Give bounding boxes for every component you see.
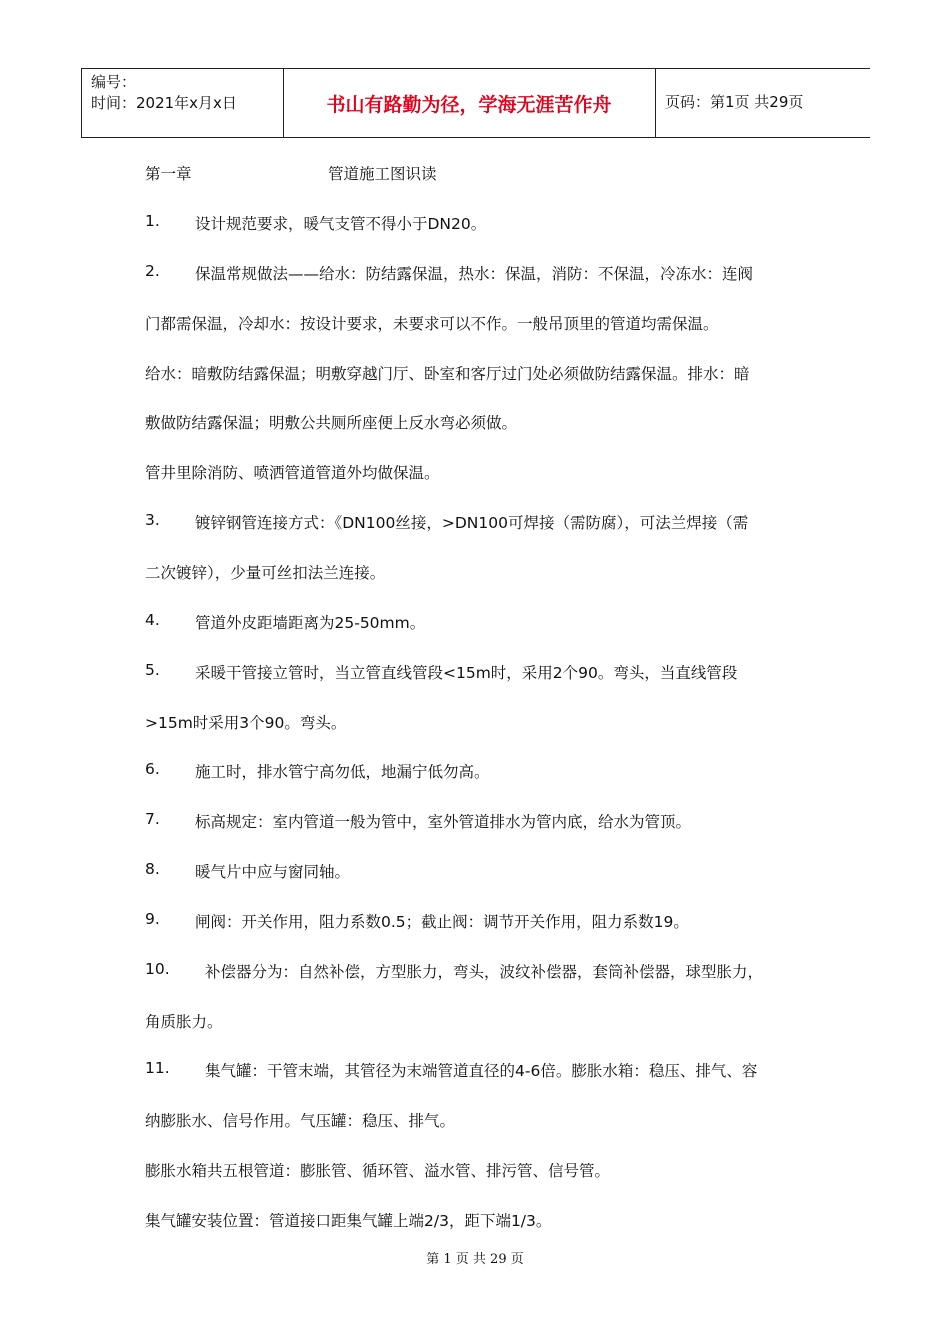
text-line [145,362,750,384]
item-number: 7. [145,810,160,828]
item-text: 采暖干管接立管时，当立管直线管段<15m时，采用2个90。弯头，当直线管段 [195,664,738,682]
item-text: 设计规范要求，暖气支管不得小于DN20。 [195,215,487,233]
item-text: 二次镀锌），少量可丝扣法兰连接。 [145,564,386,582]
item-text: 集气罐：干管末端，其管径为末端管道直径的4-6倍。膨胀水箱：稳压、排气、容 [205,1062,758,1080]
header-divider-2 [655,69,656,137]
text-line [145,312,719,334]
item-number: 6. [145,760,160,778]
header-page-info: 页码：第1页 共29页 [665,93,804,111]
text-line [145,461,440,483]
text-line [145,1010,223,1032]
text-line [145,711,346,733]
item-number: 11. [145,1059,170,1077]
text-line [145,411,517,433]
item-text: 保温常规做法——给水：防结露保温，热水：保温，消防：不保温，冷冻水：连阀 [195,265,754,283]
document-date: 时间：2021年x月x日 [91,94,237,112]
text-line [145,1159,610,1181]
item-text: 管井里除消防、喷洒管道管道外均做保温。 [145,464,440,482]
item-text: 门都需保温，冷却水：按设计要求，未要求可以不作。一般吊顶里的管道均需保温。 [145,315,719,333]
item-number: 8. [145,860,160,878]
text-line [145,1109,455,1131]
text-line [145,1209,551,1231]
header-motto: 书山有路勤为径，学海无涯苦作舟 [326,93,612,116]
item-text: 暖气片中应与窗同轴。 [195,863,351,881]
item-text: 角质胀力。 [145,1013,223,1031]
item-number: 2. [145,262,160,280]
item-text: 纳膨胀水、信号作用。气压罐：稳压、排气。 [145,1112,456,1130]
document-number-label: 编号： [91,73,137,91]
item-text: >15m时采用3个90。弯头。 [145,714,347,732]
item-text: 管道外皮距墙距离为25-50mm。 [195,614,426,632]
chapter-label: 第一章 [145,165,192,183]
text-line [145,561,385,583]
chapter-title: 管道施工图识读 [328,165,437,183]
header-border-left [81,69,82,137]
item-text: 闸阀：开关作用，阻力系数0.5；截止阀：调节开关作用，阻力系数19。 [195,913,689,931]
item-text: 施工时，排水管宁高勿低，地漏宁低勿高。 [195,763,490,781]
page-header [81,68,870,138]
item-number: 4. [145,611,160,629]
item-text: 膨胀水箱共五根管道：膨胀管、循环管、溢水管、排污管、信号管。 [145,1162,611,1180]
item-number: 9. [145,910,160,928]
item-number: 10. [145,960,170,978]
item-text: 标高规定：室内管道一般为管中，室外管道排水为管内底，给水为管顶。 [195,813,692,831]
item-text: 给水：暗敷防结露保温；明敷穿越门厅、卧室和客厅过门处必须做防结露保温。排水：暗 [145,365,750,383]
page-footer: 第 1 页 共 29 页 [426,1252,524,1267]
item-text: 镀锌钢管连接方式：《DN100丝接，>DN100可焊接（需防腐），可法兰焊接（需 [195,514,749,532]
item-number: 5. [145,661,160,679]
item-text: 补偿器分为：自然补偿，方型胀力，弯头，波纹补偿器，套筒补偿器，球型胀力， [205,963,764,981]
item-text: 集气罐安装位置：管道接口距集气罐上端2/3，距下端1/3。 [145,1212,552,1230]
item-number: 1. [145,212,160,230]
header-meta [91,72,237,114]
item-text: 敷做防结露保温；明敷公共厕所座便上反水弯必须做。 [145,414,518,432]
item-number: 3. [145,511,160,529]
